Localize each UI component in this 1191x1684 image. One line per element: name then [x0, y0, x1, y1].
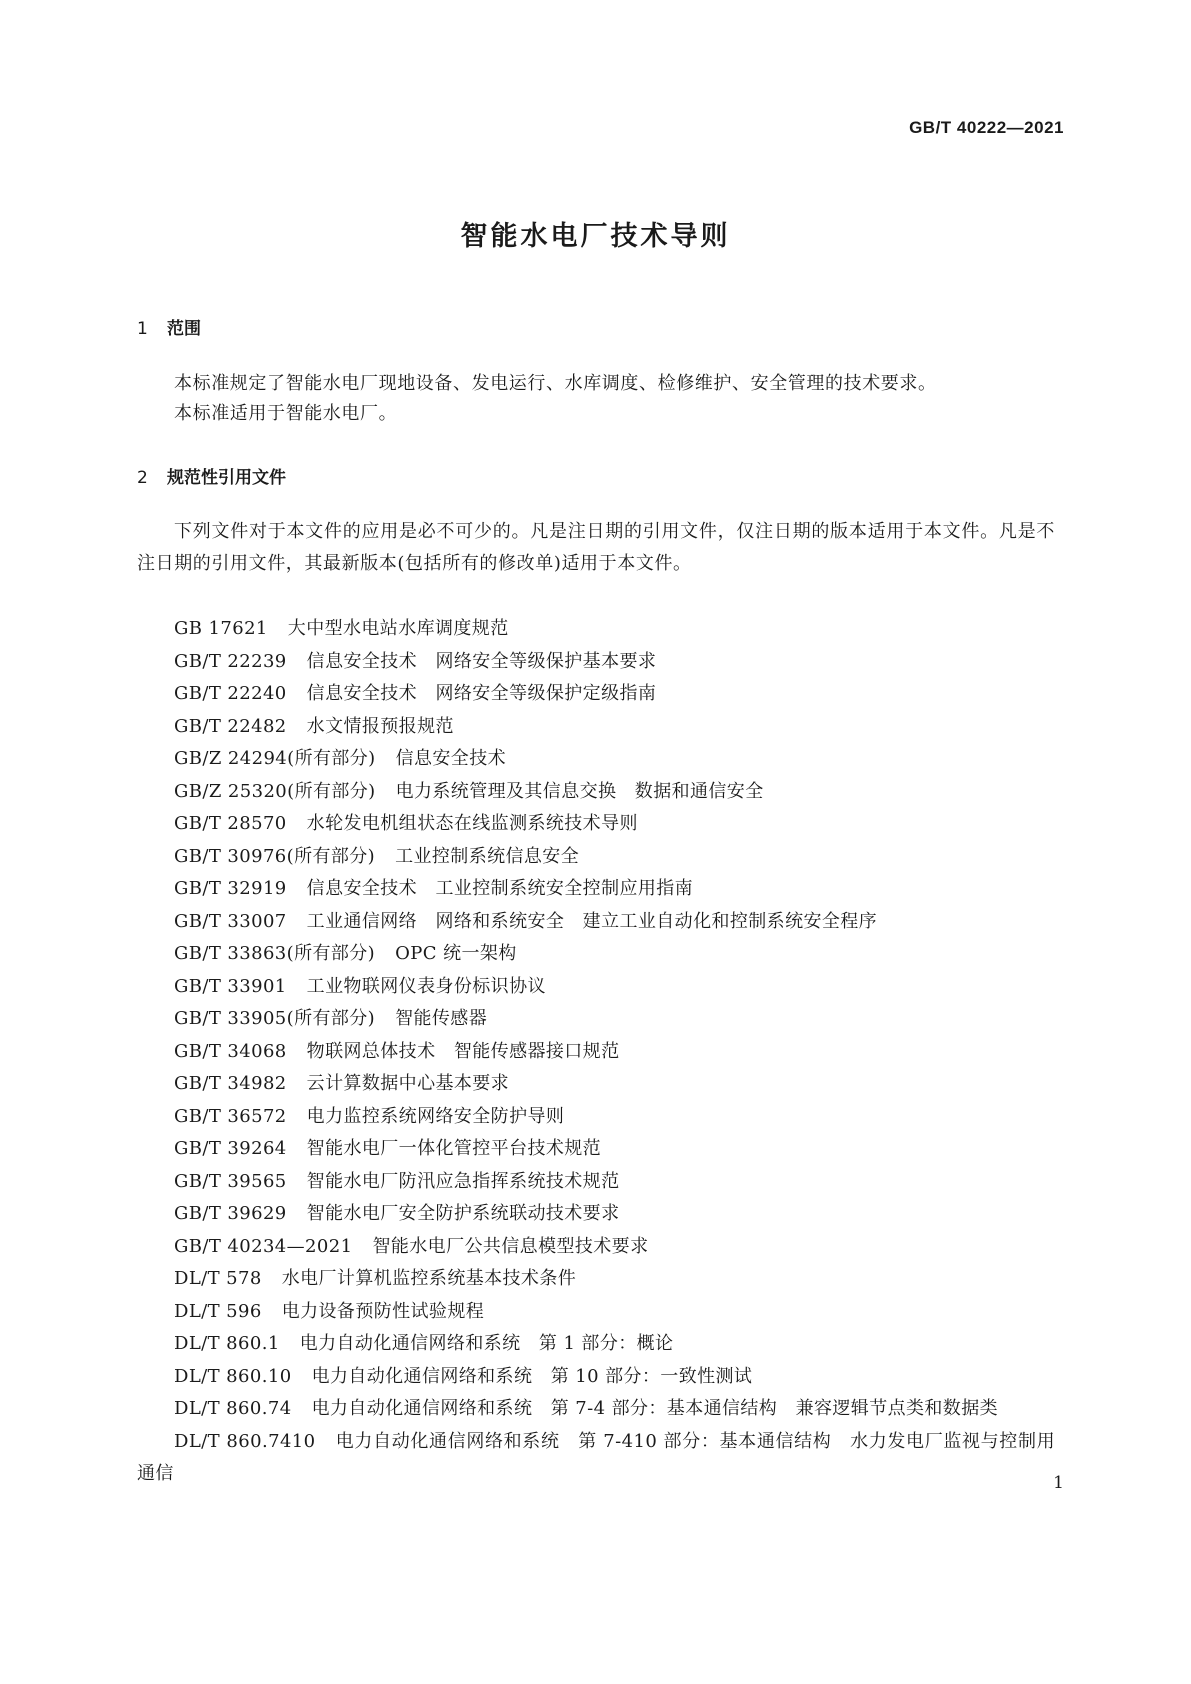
reference-title: OPC 统一架构 — [395, 943, 517, 964]
reference-code: DL/T 860.10 — [174, 1365, 292, 1387]
reference-item — [137, 678, 1055, 711]
reference-item — [137, 1263, 1055, 1296]
section-2-heading — [137, 463, 286, 488]
reference-title: 工业物联网仪表身份标识协议 — [306, 975, 546, 997]
reference-code: GB/T 33901 — [174, 975, 287, 997]
reference-code: GB/T 22482 — [174, 715, 287, 737]
section-1-number: 1 — [137, 319, 148, 339]
reference-code: DL/T 860.7410 — [174, 1430, 316, 1452]
reference-title: 云计算数据中心基本要求 — [306, 1073, 510, 1094]
reference-code: DL/T 578 — [174, 1268, 262, 1289]
reference-item — [137, 1101, 1055, 1134]
reference-item — [137, 841, 1055, 874]
reference-item — [137, 808, 1055, 841]
reference-code: GB/T 22240 — [174, 683, 287, 704]
reference-title: 信息安全技术 网络安全等级保护定级指南 — [306, 683, 657, 704]
section-1-heading — [137, 314, 201, 339]
reference-code: GB 17621 — [174, 618, 268, 639]
reference-code: DL/T 596 — [174, 1300, 262, 1322]
reference-title: 电力设备预防性试验规程 — [281, 1300, 485, 1322]
reference-item — [137, 1231, 1055, 1264]
section-2-title: 规范性引用文件 — [167, 468, 286, 488]
reference-code: GB/T 33905(所有部分) — [174, 1008, 376, 1029]
reference-title: 电力自动化通信网络和系统 第 10 部分：一致性测试 — [311, 1365, 753, 1387]
page-number: 1 — [1053, 1473, 1064, 1493]
reference-code: GB/T 39565 — [174, 1170, 287, 1192]
reference-item — [137, 938, 1055, 971]
reference-title: 信息安全技术 — [395, 748, 507, 769]
reference-title: 工业控制系统信息安全 — [395, 845, 580, 867]
reference-item — [137, 1003, 1055, 1036]
reference-code: GB/T 39264 — [174, 1138, 287, 1159]
standard-code: GB/T 40222—2021 — [909, 118, 1064, 137]
section-2-intro: 下列文件对于本文件的应用是必不可少的。凡是注日期的引用文件，仅注日期的版本适用于本文件。凡是不注日期的引用文件，其最新版本(包括所有的修改单)适用于本文件。 — [137, 521, 1055, 574]
reference-item — [137, 1393, 1055, 1426]
reference-code: GB/T 36572 — [174, 1105, 287, 1127]
reference-title: 智能水电厂公共信息模型技术要求 — [372, 1235, 649, 1257]
reference-title: 信息安全技术 工业控制系统安全控制应用指南 — [306, 878, 694, 899]
reference-item — [137, 1198, 1055, 1231]
document-title: 智能水电厂技术导则 — [460, 221, 731, 252]
reference-title: 智能水电厂防汛应急指挥系统技术规范 — [306, 1170, 620, 1192]
reference-code: GB/T 32919 — [174, 878, 287, 899]
reference-code: GB/T 22239 — [174, 650, 287, 672]
section-1-paragraph-2: 本标准适用于智能水电厂。 — [174, 403, 398, 424]
reference-item — [137, 743, 1055, 776]
reference-item — [137, 873, 1055, 906]
reference-title: 大中型水电站水库调度规范 — [287, 618, 509, 639]
reference-item — [137, 1296, 1055, 1329]
reference-title: 工业通信网络 网络和系统安全 建立工业自动化和控制系统安全程序 — [306, 910, 878, 932]
reference-item — [137, 646, 1055, 679]
reference-title: 智能水电厂安全防护系统联动技术要求 — [306, 1203, 620, 1224]
reference-title: 智能水电厂一体化管控平台技术规范 — [306, 1138, 602, 1159]
reference-title: 水文情报预报规范 — [306, 715, 454, 737]
reference-title: 水轮发电机组状态在线监测系统技术导则 — [306, 813, 638, 834]
reference-title: 水电厂计算机监控系统基本技术条件 — [281, 1268, 577, 1289]
reference-item — [137, 1068, 1055, 1101]
reference-title: 电力自动化通信网络和系统 第 7-410 部分：基本通信结构 水力发电厂监视与控制用通信 — [137, 1430, 1056, 1484]
reference-title: 物联网总体技术 智能传感器接口规范 — [306, 1040, 620, 1062]
reference-list — [137, 613, 1055, 1491]
reference-title: 智能传感器 — [395, 1008, 488, 1029]
reference-item — [137, 1036, 1055, 1069]
reference-item — [137, 776, 1055, 809]
reference-code: GB/Z 25320(所有部分) — [174, 780, 376, 802]
reference-title: 电力自动化通信网络和系统 第 1 部分：概论 — [299, 1333, 674, 1354]
reference-title: 电力自动化通信网络和系统 第 7-4 部分：基本通信结构 兼容逻辑节点类和数据类 — [311, 1398, 998, 1419]
reference-code: GB/T 28570 — [174, 813, 287, 834]
reference-code: DL/T 860.1 — [174, 1333, 280, 1354]
reference-item — [137, 1361, 1055, 1394]
section-1-paragraph-1: 本标准规定了智能水电厂现地设备、发电运行、水库调度、检修维护、安全管理的技术要求。 — [174, 373, 937, 394]
section-1-title: 范围 — [167, 319, 201, 339]
reference-code: GB/T 30976(所有部分) — [174, 845, 376, 867]
reference-code: GB/T 33007 — [174, 910, 287, 932]
section-2-number: 2 — [137, 468, 148, 488]
reference-code: GB/T 40234—2021 — [174, 1235, 353, 1257]
reference-code: GB/T 34982 — [174, 1073, 287, 1094]
reference-item — [137, 906, 1055, 939]
reference-title: 信息安全技术 网络安全等级保护基本要求 — [306, 650, 657, 672]
reference-title: 电力监控系统网络安全防护导则 — [306, 1105, 565, 1127]
reference-item — [137, 1166, 1055, 1199]
reference-code: GB/T 33863(所有部分) — [174, 943, 376, 964]
reference-code: GB/Z 24294(所有部分) — [174, 748, 376, 769]
reference-title: 电力系统管理及其信息交换 数据和通信安全 — [395, 780, 764, 802]
reference-item — [137, 613, 1055, 646]
reference-item — [137, 971, 1055, 1004]
reference-item — [137, 1133, 1055, 1166]
reference-item — [137, 711, 1055, 744]
reference-code: DL/T 860.74 — [174, 1398, 292, 1419]
reference-item — [137, 1426, 1055, 1491]
reference-item — [137, 1328, 1055, 1361]
reference-code: GB/T 34068 — [174, 1040, 287, 1062]
reference-code: GB/T 39629 — [174, 1203, 287, 1224]
